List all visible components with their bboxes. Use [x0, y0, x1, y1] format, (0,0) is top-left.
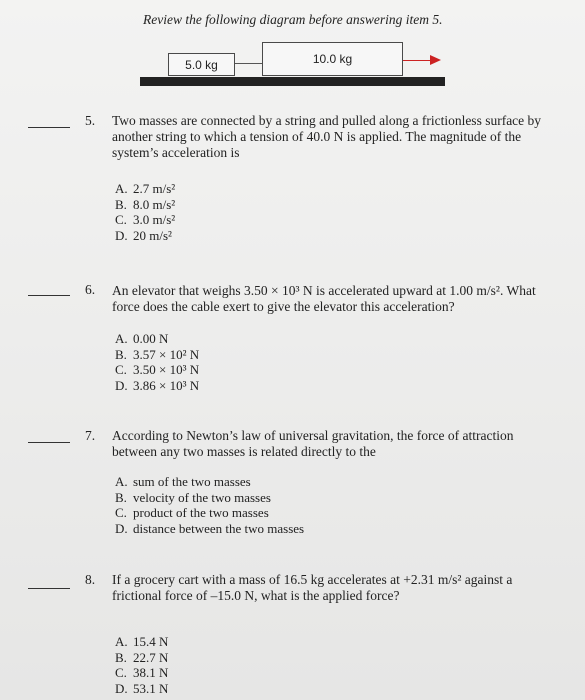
answer-blank[interactable] [28, 442, 70, 443]
connecting-string [235, 63, 262, 64]
pulling-string [403, 60, 433, 61]
option-d[interactable]: D. 20 m/s² [115, 227, 172, 243]
question-text: If a grocery cart with a mass of 16.5 kg accelerates at +2.31 m/s² against a frictional force of –15.0 N, what is the applied force? [112, 572, 513, 603]
option-b[interactable]: B. 3.57 × 10² N [115, 346, 200, 362]
option-d[interactable]: D. 53.1 N [115, 680, 169, 696]
option-a[interactable]: A. 2.7 m/s² [115, 181, 176, 196]
question-number: 7. [85, 428, 96, 443]
option-c[interactable]: C. product of the two masses [115, 505, 269, 520]
option-c[interactable]: C. 3.0 m/s² [115, 212, 176, 227]
instruction-header: Review the following diagram before answering item 5. [143, 12, 443, 27]
option-d[interactable]: D. 3.86 × 10³ N [115, 377, 200, 393]
option-b[interactable]: B. 22.7 N [115, 649, 169, 665]
answer-options [115, 331, 199, 393]
answer-blank[interactable] [28, 295, 70, 296]
option-c[interactable]: C. 3.50 × 10³ N [115, 362, 200, 377]
question-number: 6. [85, 282, 96, 297]
question-number: 5. [85, 113, 96, 128]
question-text: An elevator that weighs 3.50 × 10³ N is accelerated upward at 1.00 m/s². What force does the cable exert to give the elevator this acceleration? [112, 283, 536, 314]
option-c[interactable]: C. 38.1 N [115, 665, 169, 680]
two-mass-diagram [0, 0, 585, 100]
frictionless-surface [140, 77, 445, 86]
question-text: Two masses are connected by a string and pulled along a frictionless surface by another string to which a tension of 40.0 N is applied. The magnitude of the system’s acceleration is [112, 113, 542, 160]
option-b[interactable]: B. 8.0 m/s² [115, 196, 176, 212]
option-a[interactable]: A. sum of the two masses [115, 474, 251, 489]
option-a[interactable]: A. 15.4 N [115, 634, 169, 649]
mass-block-large: 10.0 kg [262, 42, 403, 76]
option-d[interactable]: D. distance between the two masses [115, 520, 305, 536]
mass-block-small: 5.0 kg [168, 53, 235, 76]
arrow-right-icon [430, 55, 441, 65]
option-a[interactable]: A. 0.00 N [115, 331, 169, 346]
question-number: 8. [85, 572, 96, 587]
answer-options [115, 634, 168, 696]
answer-blank[interactable] [28, 588, 70, 589]
question-text: According to Newton’s law of universal gravitation, the force of attraction between any two masses is related directly to the [112, 428, 514, 459]
answer-options [115, 181, 175, 243]
answer-options [115, 474, 304, 536]
option-b[interactable]: B. velocity of the two masses [115, 489, 271, 505]
answer-blank[interactable] [28, 127, 70, 128]
